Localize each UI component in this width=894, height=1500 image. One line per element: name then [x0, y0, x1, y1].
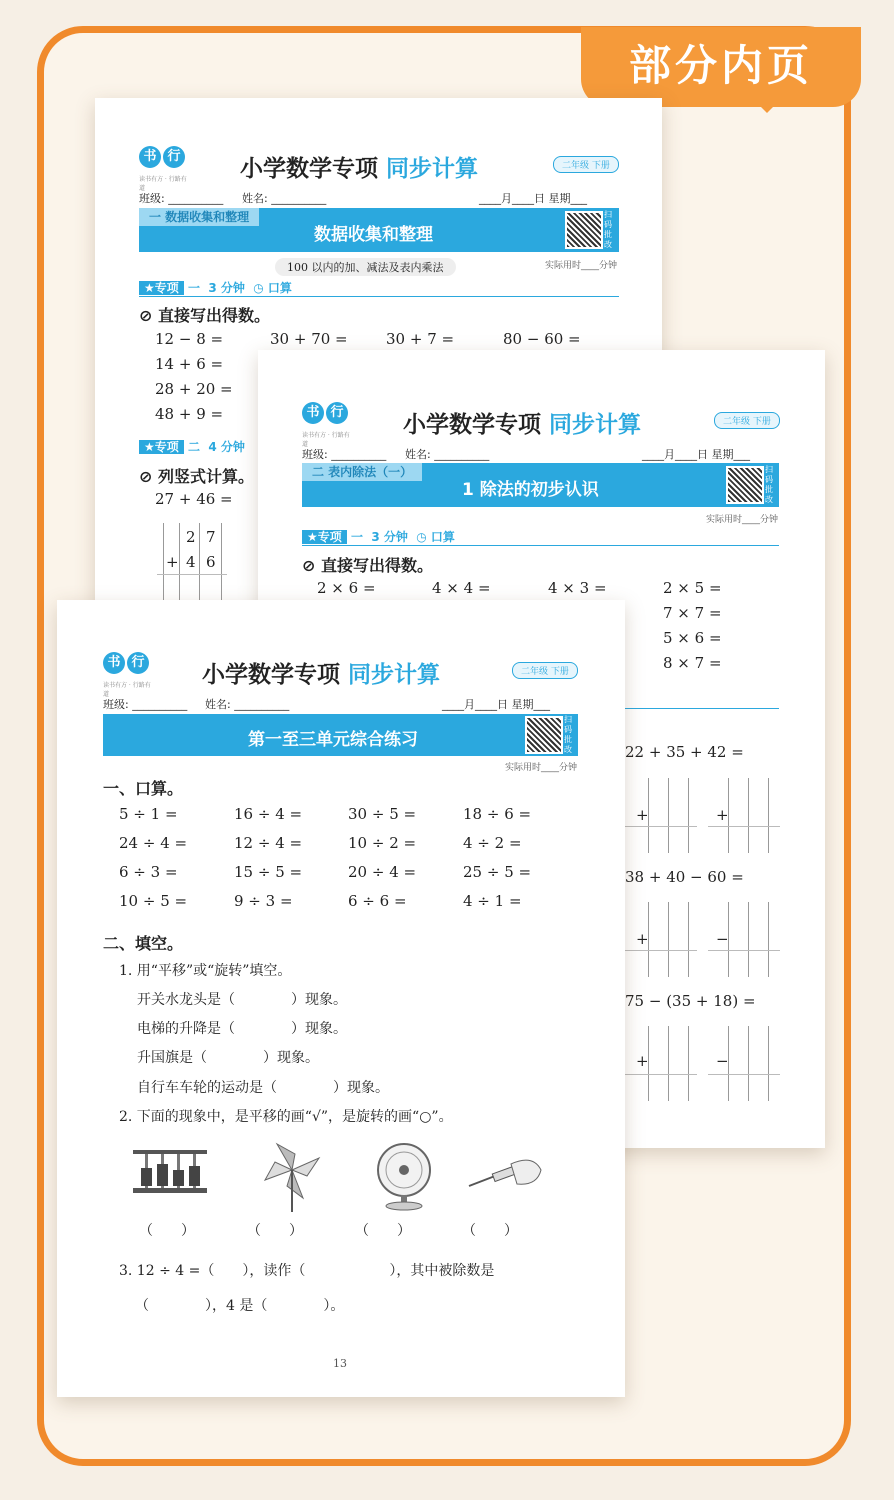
page-title: 小学数学专项 同步计算 — [202, 662, 441, 688]
logo-icon: 书 — [139, 146, 161, 168]
page-title: 小学数学专项 同步计算 — [240, 156, 479, 182]
fan-icon — [369, 1140, 439, 1212]
banner-tag: 部分内页 — [581, 27, 861, 107]
abacus-icon — [127, 1144, 217, 1200]
section-band: 二 表内除法（一） 1 除法的初步认识 扫码批改 — [302, 463, 779, 507]
pinwheel-icon — [257, 1140, 327, 1212]
section-band: 一 数据收集和整理 数据收集和整理 扫码批改 — [139, 208, 619, 252]
worksheet-page-1: 书 行 读书有方 · 行路有道 小学数学专项 同步计算 二年级 下册 班级: __________ 姓名: __________ ____月____日 星期___ 一 数据收集和整理 数据收集和整理 扫码批改 100 以内的加、减法及表内乘法 实际用时____分钟 ★专项 一 3 分钟 ◷ 口算 ⊘ 直接写出得数。 12 − 8 = 30 + 70 = 30 + 7 = 80 − 60 = 14 + 6 = 28 + 20 = 48 + 9 = ★专项 二 4 分钟 ⊘ 列竖式计算。 27 + 46 = 2 7 + 4 6 — [95, 98, 662, 738]
qr-code[interactable] — [726, 466, 764, 504]
qr-code[interactable] — [525, 716, 563, 754]
worksheet-page-2: 书 行 读书有方 · 行路有道 小学数学专项 同步计算 二年级 下册 班级: __________ 姓名: __________ ____月____日 星期___ 二 表内除法（一） 1 除法的初步认识 扫码批改 实际用时____分钟 ★专项 一 3 分钟 ◷ 口算 ⊘ 直接写出得数。 2 × 6 = 4 × 4 = 4 × 3 = 2 × 5 = 7 × 7 = 5 × 6 = 8 × 7 = 22 + 35 + 42 = 38 + 40 − 60 = 75 − (35 + 18) = + + + − + − — [258, 350, 825, 1148]
logo-icon: 书 — [103, 652, 125, 674]
brand-logo: 书 行 读书有方 · 行路有道 — [302, 402, 350, 450]
section-band: 第一至三单元综合练习 扫码批改 — [103, 714, 578, 756]
worksheet-page-3: 书 行 读书有方 · 行路有道 小学数学专项 同步计算 二年级 下册 班级: __________ 姓名: __________ ____月____日 星期___ 第一至三单元综合练习 扫码批改 实际用时____分钟 一、口算。 5 ÷ 1 = 16 ÷ 4 = 30 ÷ 5 = 18 ÷ 6 = 24 ÷ 4 = 12 ÷ 4 = 10 ÷ 2 = 4 ÷ 2 = 6 ÷ 3 = 15 ÷ 5 = 20 ÷ 4 = 25 ÷ 5 = 10 ÷ 5 = 9 ÷ 3 = 6 ÷ 6 = 4 ÷ 1 = 二、填空。 1. 用“平移”或“旋转”填空。 开关水龙头是（ ）现象。 电梯的升降是（ ）现象。 升国旗是（ ）现象。 自行车车轮的运动是（ ）现象。 2. 下面的现象中，是平移的画“√”，是旋转的画“○”。 （ ） （ ） （ ） （ ） 3. 12 ÷ 4 =（ ），读作（ ），其中被除数是 （ ），4 是（ ）。 13 — [57, 600, 625, 1397]
logo-icon: 书 — [302, 402, 324, 424]
page-title: 小学数学专项 同步计算 — [403, 412, 642, 438]
grade-badge: 二年级 下册 — [553, 156, 619, 173]
qr-code[interactable] — [565, 211, 603, 249]
section-header: ★专项 一 3 分钟 ◷ 口算 — [139, 279, 292, 296]
syringe-hand-icon — [467, 1150, 547, 1200]
page-number: 13 — [333, 1357, 347, 1370]
brand-logo: 书 行 读书有方 · 行路有道 — [139, 146, 187, 194]
question: ⊘ 直接写出得数。 — [139, 306, 270, 325]
brand-logo: 书 行 读书有方 · 行路有道 — [103, 652, 151, 700]
